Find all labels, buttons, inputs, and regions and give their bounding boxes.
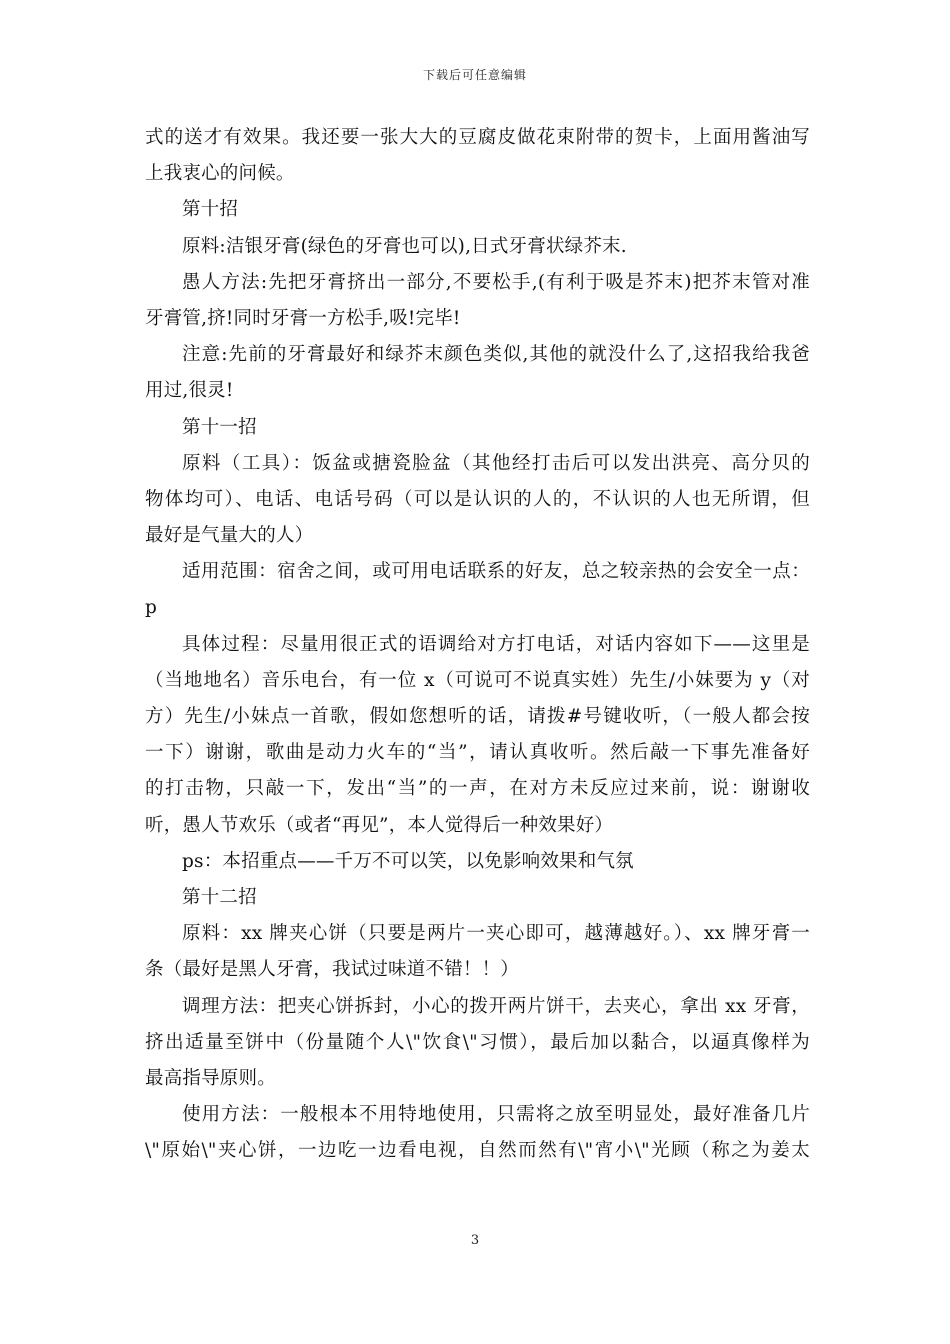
text-line: （当地地名）音乐电台，有一位 x（可说可不说真实姓）先生/小妹要为 y（对 bbox=[145, 669, 810, 691]
text-line: 具体过程：尽量用很正式的语调给对方打电话，对话内容如下——这里是 bbox=[182, 633, 810, 655]
text-line: 式的送才有效果。我还要一张大大的豆腐皮做花束附带的贺卡，上面用酱油写 bbox=[145, 127, 810, 148]
text-line: \"原始\"夹心饼，一边吃一边看电视，自然而然有\"宵小\"光顾（称之为姜太 bbox=[145, 1140, 810, 1162]
text-line: 使用方法：一般根本不用特地使用，只需将之放至明显处，最好准备几片 bbox=[182, 1104, 810, 1126]
text-line: 条（最好是黑人牙膏，我试过味道不错！！） bbox=[145, 959, 520, 981]
text-line: 调理方法：把夹心饼拆封，小心的拨开两片饼干，去夹心，拿出 xx 牙膏， bbox=[182, 995, 810, 1017]
text-line: 第十二招 bbox=[182, 886, 257, 908]
text-line: 用过,很灵! bbox=[145, 380, 234, 402]
text-line: 最好是气量大的人） bbox=[145, 525, 314, 547]
text-line: 方）先生/小妹点一首歌，假如您想听的话，请拨#号键收听，（一般人都会按 bbox=[145, 706, 810, 727]
text-line: 原料（工具）：饭盆或搪瓷脸盆（其他经打击后可以发出洪亮、高分贝的 bbox=[182, 452, 810, 474]
text-line: p bbox=[145, 597, 158, 619]
text-line: 原料:洁银牙膏(绿色的牙膏也可以),日式牙膏状绿芥末. bbox=[182, 235, 627, 257]
text-line: 适用范围：宿舍之间，或可用电话联系的好友，总之较亲热的会安全一点： bbox=[182, 561, 810, 583]
text-line: 一下）谢谢，歌曲是动力火车的“当”，请认真收听。然后敲一下事先准备好 bbox=[145, 742, 810, 764]
text-line: ps：本招重点——千万不可以笑，以免影响效果和气氛 bbox=[182, 850, 634, 872]
text-line: 第十一招 bbox=[182, 416, 257, 438]
text-line: 原料：xx 牌夹心饼（只要是两片一夹心即可，越薄越好。）、xx 牌牙膏一 bbox=[182, 923, 810, 945]
text-line: 的打击物，只敲一下，发出“当”的一声，在对方未反应过来前，说：谢谢收 bbox=[145, 778, 810, 800]
text-line: 第十招 bbox=[182, 199, 239, 221]
text-line: 注意:先前的牙膏最好和绿芥末颜色类似,其他的就没什么了,这招我给我爸 bbox=[182, 344, 810, 366]
page-number: 3 bbox=[470, 1233, 480, 1248]
text-line: 上我衷心的问候。 bbox=[145, 163, 295, 185]
text-line: 挤出适量至饼中（份量随个人\"饮食\"习惯），最后加以黏合，以逼真像样为 bbox=[145, 1031, 810, 1053]
text-line: 愚人方法:先把牙膏挤出一部分,不要松手,(有利于吸是芥末)把芥末管对准 bbox=[182, 271, 810, 293]
body-text bbox=[145, 120, 810, 1169]
text-line: 最高指导原则。 bbox=[145, 1067, 276, 1089]
text-line: 牙膏管,挤!同时牙膏一方松手,吸!完毕! bbox=[145, 307, 461, 329]
text-line: 物体均可）、电话、电话号码（可以是认识的人的，不认识的人也无所谓，但 bbox=[145, 488, 810, 510]
page-header: 下载后可任意编辑 bbox=[422, 68, 527, 82]
text-line: 听，愚人节欢乐（或者“再见”，本人觉得后一种效果好） bbox=[145, 814, 614, 836]
